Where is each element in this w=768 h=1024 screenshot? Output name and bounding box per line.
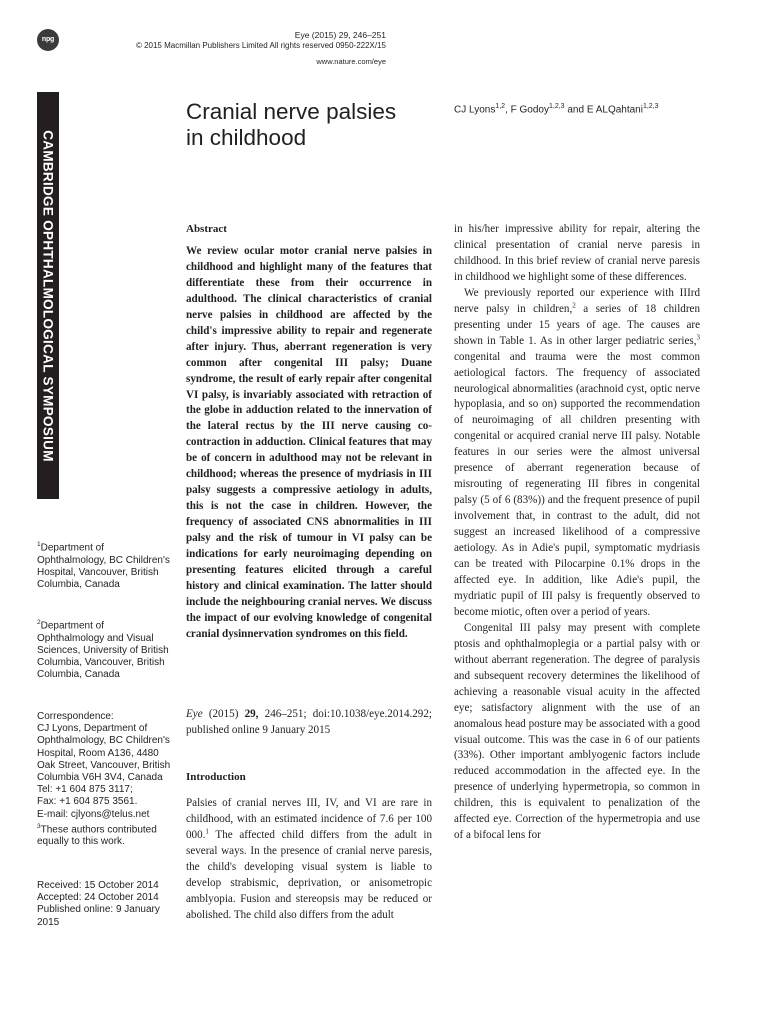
citation-journal: Eye: [186, 708, 203, 720]
body-column-right: [454, 222, 700, 844]
author-affiliation: 1,2,3: [642, 103, 659, 110]
introduction-paragraph: [186, 796, 432, 924]
introduction-section: [186, 770, 432, 924]
symposium-banner: [37, 92, 59, 499]
correspondence-block: [37, 711, 173, 849]
copyright-line: © 2015 Macmillan Publishers Limited All rights reserved 0950-222X/15: [135, 41, 386, 50]
abstract-text: We review ocular motor cranial nerve palsies in childhood and highlight many of the features that differentiate these from their occurrence in adulthood. The clinical characteristics of cranial nerve palsies in childhood are affected by the child's impressive ability to repair and regenerate after injury. Thus, aberrant regeneration is very common after congenital III palsy; Duane syndrome, the result of early repair after congenital VI palsy, is invariably associated with retraction of the globe in adduction related to the innervation of the lateral rectus by the III nerve causing co-contraction in adduction. Clinical features that may be of concern in adulthood may not be relevant in childhood; whereas the presence of mydriasis in III palsy suggests a compressive aetiology in adults, this is not the case in children. However, the frequency of associated CNS abnormalities in III palsy and the risk of tumour in VI palsy can be indications for early neuroimaging depending on presenting features elicited through a careful history and clinical examination. The latter should include the neighbouring cranial nerves. We discuss the impact of our evolving knowledge of congenital cranial dysinnervation syndromes on this field.: [186, 244, 432, 640]
abstract-heading: Abstract: [186, 223, 227, 235]
intro-text: The affected child differs from the adult in several ways. In the presence of cranial nerve paresis, the child's developing visual system is liable to develop strabismic, deprivation, or anisometropic amblyopia. Fusion and stereopsis may be reduced or abolished. The child also differs from the adult: [186, 828, 432, 921]
article-dates: [37, 880, 173, 929]
correspondence-address: CJ Lyons, Department of Ophthalmology, BC Children's Hospital, Room A136, 4480 Oak Street, Vancouver, British Columbia V6H 3V4, Canada: [37, 723, 171, 784]
affiliation-2: [37, 617, 173, 681]
footnote-number: 3: [37, 822, 41, 830]
accepted-date: Accepted: 24 October 2014: [37, 892, 159, 904]
citation-year: (2015): [202, 708, 245, 720]
affiliation-number: 2: [37, 619, 41, 626]
author-name: F Godoy: [510, 104, 549, 116]
citation-volume: 29,: [244, 708, 259, 720]
author-separator: ,: [505, 104, 511, 116]
journal-url[interactable]: www.nature.com/eye: [316, 57, 386, 66]
published-date: Published online: 9 January 2015: [37, 904, 160, 928]
received-date: Received: 15 October 2014: [37, 880, 159, 891]
body-paragraph-1: in his/her impressive ability for repair, altering the clinical presentation of cranial nerve paresis in childhood. In this brief review of cranial nerve paresis in childhood we highlight some of these differences.: [454, 223, 700, 283]
correspondence-label: Correspondence:: [37, 711, 114, 722]
correspondence-tel: Tel: +1 604 875 3117;: [37, 784, 133, 796]
author-affiliation: 1,2,3: [548, 103, 565, 110]
equal-contribution-note: These authors contributed equally to this work.: [37, 824, 157, 848]
affiliation-number: 1: [37, 541, 41, 548]
author-separator: and: [564, 104, 587, 116]
abstract-section: [186, 222, 432, 643]
title-line-1: Cranial nerve palsies: [186, 99, 397, 124]
intro-text: Palsies of cranial nerves III, IV, and VI are rare in childhood, with an estimated incidence of 7.6 per 100 000.: [186, 796, 432, 841]
body-text: We previously reported our experience with IIIrd nerve palsy in children,: [454, 286, 700, 315]
author-name: CJ Lyons: [454, 104, 496, 116]
body-paragraph-3: Congenital III palsy may present with complete ptosis and ophthalmoplegia or a partial palsy with or without aberrant regeneration. The degree of paralysis and subsequent recovery determines the likelihood of achieving a reasonable visual acuity in the affected eye; satisfactory alignment with the use of an anomalous head posture may be associated with a good visual outcome. This was the case in 6 of our patients (33%). Other important amblyogenic factors include reduced accommodation in the affected eye. In the presence of underlying hypermetropia, so common in children, this is equivalent to penalization of the affected eye. Correction of the hypermetropia and use of a bifocal lens for: [454, 621, 700, 842]
body-paragraph-2: [454, 286, 700, 621]
reference-marker[interactable]: 1: [205, 827, 209, 836]
article-title: [186, 99, 426, 151]
body-text: a series of 18 children presenting under 15 years of age. The causes are shown in Table 1. As in other larger pediatric series,: [454, 302, 701, 347]
affiliation-text: Department of Ophthalmology, BC Children's Hospital, Vancouver, British Columbia, Canada: [37, 542, 170, 590]
correspondence-fax: Fax: +1 604 875 3561.: [37, 796, 138, 808]
author-list: [454, 103, 659, 115]
introduction-heading: Introduction: [186, 771, 246, 783]
abstract-citation: [186, 707, 432, 739]
author-name: E ALQahtani: [586, 104, 643, 116]
affiliation-1: [37, 539, 173, 591]
symposium-banner-text: CAMBRIDGE OPHTHALMOLOGICAL SYMPOSIUM: [40, 129, 56, 462]
reference-marker[interactable]: 2: [572, 301, 576, 310]
correspondence-email[interactable]: E-mail: cjlyons@telus.net: [37, 808, 150, 820]
journal-citation-header: Eye (2015) 29, 246–251: [294, 30, 386, 40]
title-line-2: in childhood: [186, 125, 307, 150]
reference-marker[interactable]: 3: [696, 332, 700, 341]
npg-logo: npg: [37, 29, 59, 51]
citation-details: 246–251; doi:10.1038/eye.2014.292; published online 9 January 2015: [186, 708, 432, 736]
affiliation-text: Department of Ophthalmology and Visual Sciences, University of British Columbia, Vancouver, British Columbia, Canada: [37, 620, 169, 681]
body-text: congenital and trauma were the most common aetiological factors. The frequency of associated neurological abnormalities (arachnoid cyst, optic nerve hypoplasia, and so on) supported the recommendation of neuroimaging of all children presenting with congenital or acquired cranial nerve III palsy. Notable features in our series were the almost universal presence of aberrant regeneration because of misrouting of regenerating III fibres in congenital palsy (5 of 6 (83%)) and the frequent presence of pupil involvement that, in contrast to the adult, did not suggest an increased likelihood of a compressive aetiology. As in Adie's pupil, symptomatic mydriasis can be treated with Pilocarpine 0.1% drops in the affected eye. In addition, like Adie's pupil, the mydriatic pupil of III palsy is frequently observed to become miotic, often over a period of years.: [454, 350, 700, 618]
author-affiliation: 1,2: [495, 103, 506, 110]
